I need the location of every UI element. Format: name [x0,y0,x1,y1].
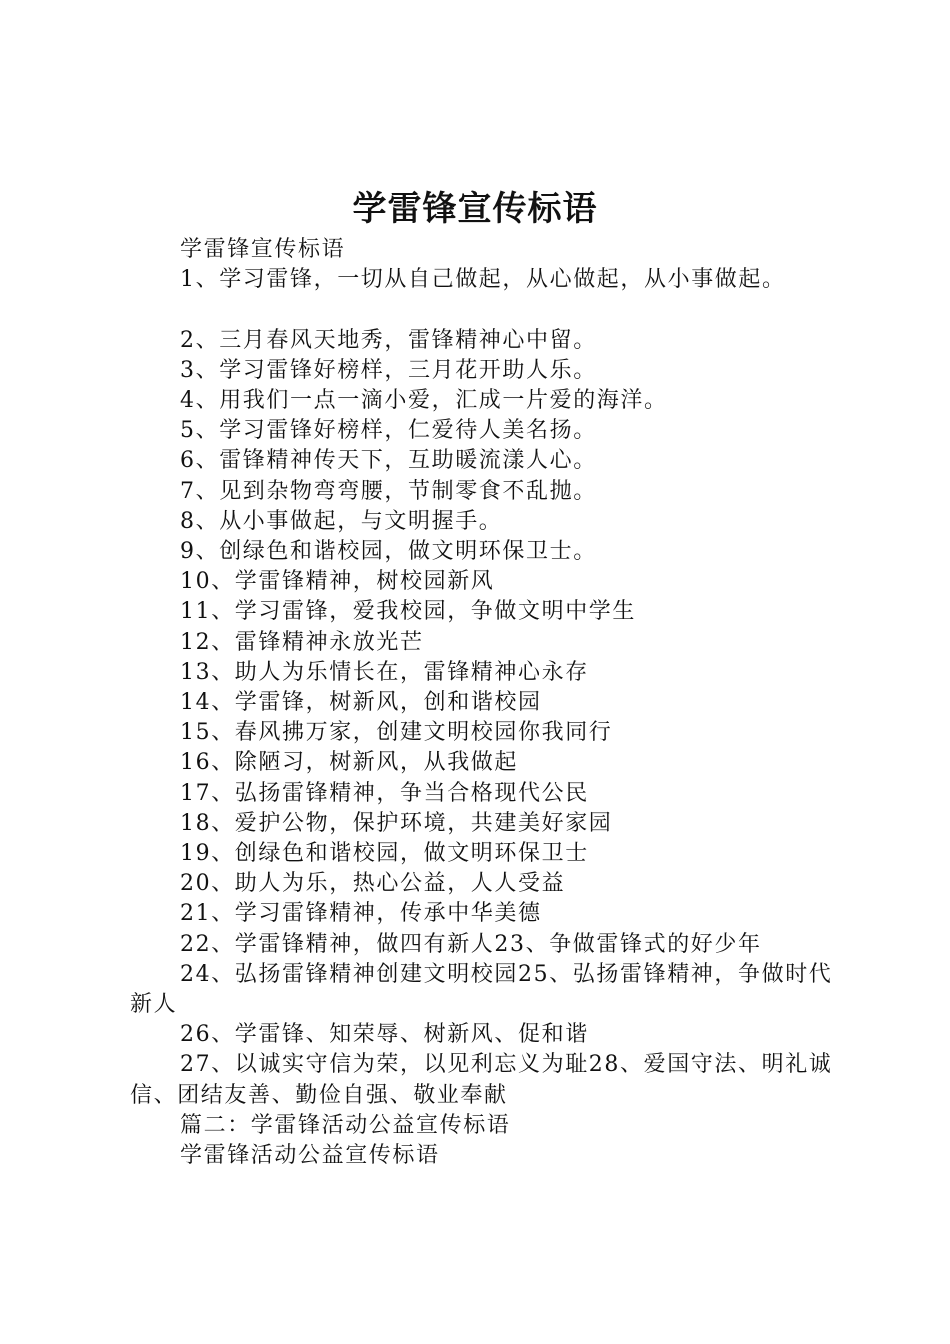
paragraph: 17、弘扬雷锋精神，争当合格现代公民 [180,780,589,806]
paragraph: 15、春风拂万家，创建文明校园你我同行 [180,720,613,746]
paragraph: 5、学习雷锋好榜样，仁爱待人美名扬。 [180,418,597,444]
paragraph: 8、从小事做起，与文明握手。 [180,508,503,534]
paragraph: 6、雷锋精神传天下，互助暖流漾人心。 [180,448,597,474]
paragraph: 7、见到杂物弯弯腰，节制零食不乱抛。 [180,478,597,504]
paragraph: 12、雷锋精神永放光芒 [180,629,424,655]
blank-line [130,295,835,325]
paragraph: 14、学雷锋，树新风，创和谐校园 [180,690,542,716]
document-body [130,235,835,1171]
paragraph: 学雷锋宣传标语 [180,237,346,262]
paragraph: 19、创绿色和谐校园，做文明环保卫士 [180,841,589,867]
paragraph: 22、学雷锋精神，做四有新人23、争做雷锋式的好少年 [180,931,762,957]
paragraph: 3、学习雷锋好榜样，三月花开助人乐。 [180,357,597,383]
paragraph: 学雷锋活动公益宣传标语 [180,1143,440,1169]
paragraph: 1、学习雷锋，一切从自己做起，从心做起，从小事做起。 [180,267,786,293]
paragraph: 27、以诚实守信为荣，以见利忘义为耻28、爱国守法、明礼诚信、团结友善、勤俭自强、敬业奉献 [130,1052,833,1108]
paragraph: 11、学习雷锋，爱我校园，争做文明中学生 [180,599,636,625]
paragraph: 10、学雷锋精神，树校园新风 [180,569,495,595]
paragraph: 篇二：学雷锋活动公益宣传标语 [180,1112,511,1138]
paragraph: 26、学雷锋、知荣辱、树新风、促和谐 [180,1022,589,1048]
paragraph: 9、创绿色和谐校园，做文明环保卫士。 [180,539,597,565]
paragraph: 24、弘扬雷锋精神创建文明校园25、弘扬雷锋精神，争做时代新人 [130,961,833,1018]
paragraph: 16、除陋习，树新风，从我做起 [180,750,518,776]
paragraph: 21、学习雷锋精神，传承中华美德 [180,901,542,927]
paragraph: 20、助人为乐，热心公益，人人受益 [180,871,566,897]
paragraph: 18、爱护公物，保护环境，共建美好家园 [180,810,613,836]
paragraph: 2、三月春风天地秀，雷锋精神心中留。 [180,327,597,353]
paragraph: 13、助人为乐情长在，雷锋精神心永存 [180,659,589,685]
paragraph: 4、用我们一点一滴小爱，汇成一片爱的海洋。 [180,388,668,413]
document-title: 学雷锋宣传标语 [352,189,598,229]
